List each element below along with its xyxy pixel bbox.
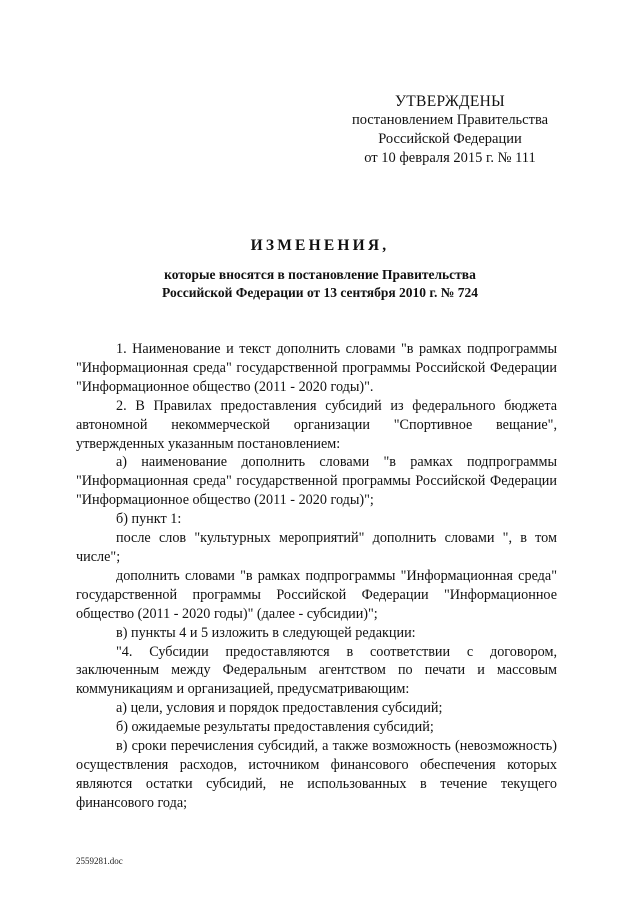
file-reference: 2559281.doc [76, 856, 123, 866]
document-subtitle [90, 266, 550, 302]
paragraph: б) ожидаемые результаты предоставления субсидий; [116, 719, 434, 736]
paragraph: "4. Субсидии предоставляются в соответствии с договором, заключенным между Федеральным агентством по печати и массовым коммуникациям и организацией, предусматривающим: [76, 643, 557, 698]
paragraph: а) наименование дополнить словами "в рамках подпрограммы "Информационная среда" государственной программы Российской Федерации "Информационное общество (2011 - 2020 годы)"; [76, 454, 557, 509]
paragraph: после слов "культурных мероприятий" дополнить словами ", в том числе"; [76, 530, 557, 565]
paragraph: 1. Наименование и текст дополнить словами "в рамках подпрограммы "Информационная среда" государственной программы Российской Федерации "Информационное общество (2011 - 2020 годы)". [76, 341, 557, 395]
paragraph: в) пункты 4 и 5 изложить в следующей редакции: [116, 624, 416, 641]
paragraph: б) пункт 1: [116, 511, 182, 528]
document-body [76, 340, 557, 813]
paragraph: в) сроки перечисления субсидий, а также возможность (невозможность) осуществления расходов, источником финансового обеспечения которых являются остатки субсидий, не использованных в течение текущего финансового года; [76, 738, 557, 811]
paragraph: дополнить словами "в рамках подпрограммы "Информационная среда" государственной программы Российской Федерации "Информационное общество (2011 - 2020 годы)" (далее - субсидии)"; [76, 567, 557, 622]
approval-date: от 10 февраля 2015 г. № 111 [364, 150, 536, 166]
approval-block [320, 92, 580, 168]
approval-line: постановлением Правительства [351, 112, 549, 128]
approval-line: Российской Федерации [378, 131, 522, 147]
approval-heading: УТВЕРЖДЕНЫ [395, 93, 505, 110]
paragraph: 2. В Правилах предоставления субсидий из федерального бюджета автономной некоммерческой организации "Спортивное вещание", утвержденных указанным постановлением: [76, 397, 557, 452]
document-title: ИЗМЕНЕНИЯ, [250, 237, 390, 254]
paragraph: а) цели, условия и порядок предоставления субсидий; [116, 700, 443, 717]
subtitle-line: Российской Федерации от 13 сентября 2010 г. № 724 [162, 285, 478, 300]
subtitle-line: которые вносятся в постановление Правительства [164, 267, 476, 282]
